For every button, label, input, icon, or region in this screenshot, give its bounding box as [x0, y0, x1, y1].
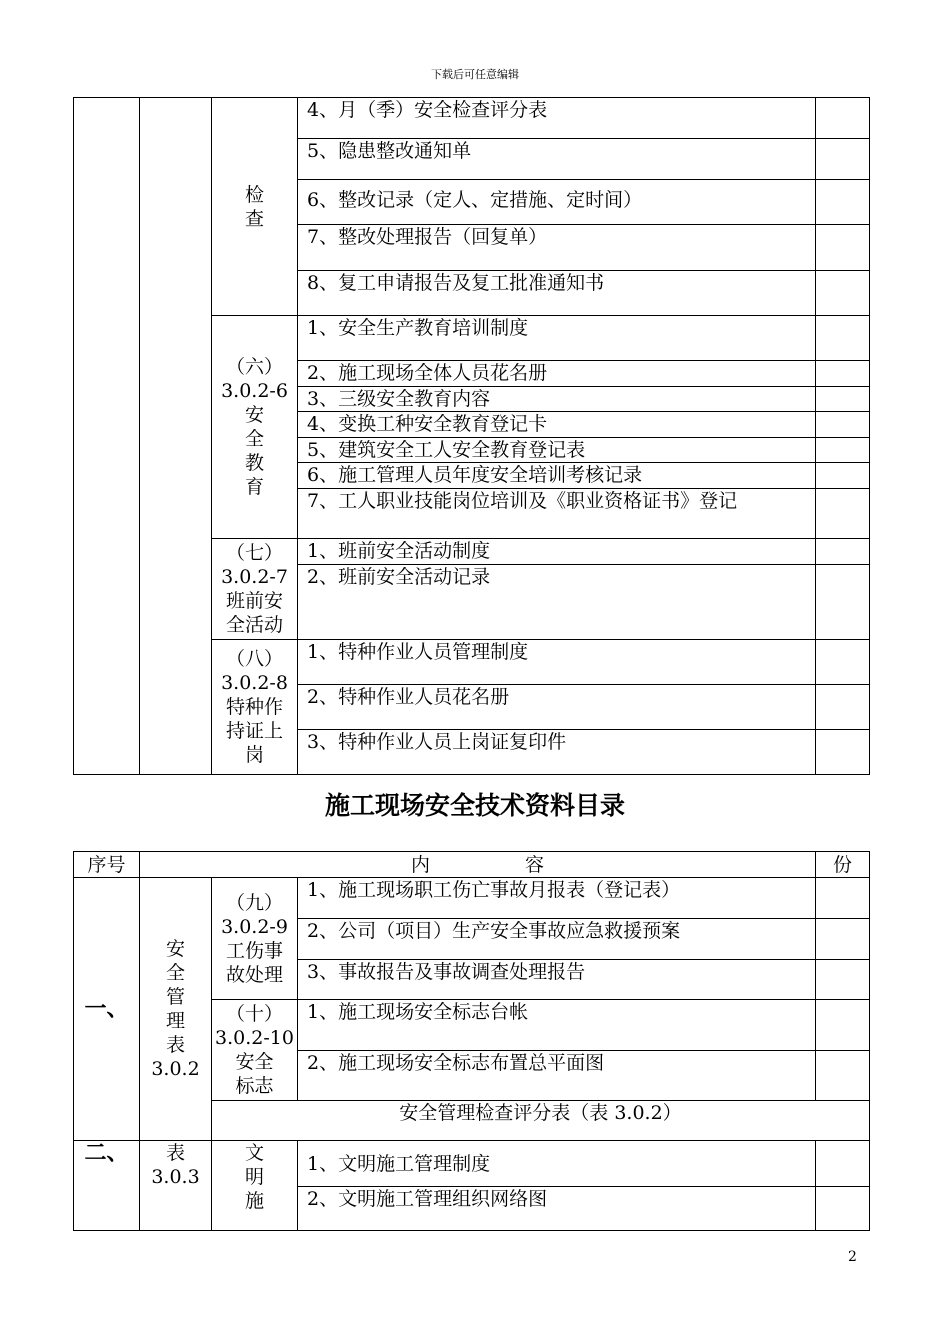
copies-cell [816, 1000, 870, 1051]
summary-row: 安全管理检查评分表（表 3.0.2） [212, 1101, 870, 1141]
copies-cell [816, 1051, 870, 1101]
copies-cell [816, 919, 870, 960]
list-item: 3、事故报告及事故调查处理报告 [298, 960, 816, 1000]
list-item: 3、三级安全教育内容 [298, 387, 816, 412]
list-item: 4、变换工种安全教育登记卡 [298, 412, 816, 438]
copies-cell [816, 438, 870, 463]
list-item: 5、建筑安全工人安全教育登记表 [298, 438, 816, 463]
list-item: 6、施工管理人员年度安全培训考核记录 [298, 463, 816, 489]
copies-cell [816, 1187, 870, 1231]
list-item: 5、隐患整改通知单 [298, 139, 816, 180]
page-number: 2 [848, 1249, 857, 1265]
copies-cell [816, 1141, 870, 1187]
safety-technical-catalog-table [73, 851, 870, 1231]
copies-cell [816, 489, 870, 539]
copies-cell [816, 960, 870, 1000]
copies-cell [816, 412, 870, 438]
copies-cell [816, 685, 870, 730]
list-item: 2、特种作业人员花名册 [298, 685, 816, 730]
copies-cell [816, 640, 870, 685]
page-title: 施工现场安全技术资料目录 [324, 791, 625, 820]
list-item: 1、安全生产教育培训制度 [298, 316, 816, 361]
group-label-3-0-2-8: （八） 3.0.2-8 特种作 持证上 岗 [212, 640, 298, 775]
list-item: 1、文明施工管理制度 [298, 1141, 816, 1187]
list-item: 7、整改处理报告（回复单） [298, 225, 816, 271]
group-label-3-0-2-10: （十） 3.0.2-10 安全 标志 [212, 1000, 298, 1101]
section-category-3-0-2: 安 全 管 理 表 3.0.2 [140, 878, 212, 1141]
list-item: 3、特种作业人员上岗证复印件 [298, 730, 816, 775]
group-label-wenming: 文 明 施 [212, 1141, 298, 1231]
section-category-3-0-3: 表 3.0.3 [140, 1141, 212, 1231]
list-item: 1、施工现场职工伤亡事故月报表（登记表） [298, 878, 816, 919]
copies-cell [816, 225, 870, 271]
copies-cell [816, 316, 870, 361]
copies-cell [816, 565, 870, 640]
header-content: 内 容 [140, 852, 816, 878]
copies-cell [816, 271, 870, 316]
header-copies: 份 [816, 852, 870, 878]
group-label-3-0-2-9: （九） 3.0.2-9 工伤事 故处理 [212, 878, 298, 1000]
list-item: 2、施工现场全体人员花名册 [298, 361, 816, 387]
list-item: 6、整改记录（定人、定措施、定时间） [298, 180, 816, 225]
copies-cell [816, 361, 870, 387]
section-seq-2: 二、 [74, 1141, 140, 1231]
copies-cell [816, 878, 870, 919]
copies-cell [816, 180, 870, 225]
safety-records-table-continued [73, 97, 870, 775]
group-label-jiancha: 检 查 [212, 98, 298, 316]
copies-cell [816, 463, 870, 489]
list-item: 1、特种作业人员管理制度 [298, 640, 816, 685]
list-item: 2、文明施工管理组织网络图 [298, 1187, 816, 1231]
group-label-3-0-2-7: （七） 3.0.2-7 班前安 全活动 [212, 539, 298, 640]
list-item: 1、施工现场安全标志台帐 [298, 1000, 816, 1051]
list-item: 7、工人职业技能岗位培训及《职业资格证书》登记 [298, 489, 816, 539]
copies-cell [816, 139, 870, 180]
list-item: 2、施工现场安全标志布置总平面图 [298, 1051, 816, 1101]
header-note: 下载后可任意编辑 [431, 68, 519, 81]
copies-cell [816, 98, 870, 139]
list-item: 2、公司（项目）生产安全事故应急救援预案 [298, 919, 816, 960]
category-cell-empty [140, 98, 212, 775]
copies-cell [816, 730, 870, 775]
seq-cell-empty [74, 98, 140, 775]
group-label-3-0-2-6: （六） 3.0.2-6 安 全 教 育 [212, 316, 298, 539]
copies-cell [816, 539, 870, 565]
list-item: 2、班前安全活动记录 [298, 565, 816, 640]
list-item: 4、月（季）安全检查评分表 [298, 98, 816, 139]
section-seq-1: 一、 [74, 878, 140, 1141]
list-item: 8、复工申请报告及复工批准通知书 [298, 271, 816, 316]
list-item: 1、班前安全活动制度 [298, 539, 816, 565]
header-seq: 序号 [74, 852, 140, 878]
copies-cell [816, 387, 870, 412]
